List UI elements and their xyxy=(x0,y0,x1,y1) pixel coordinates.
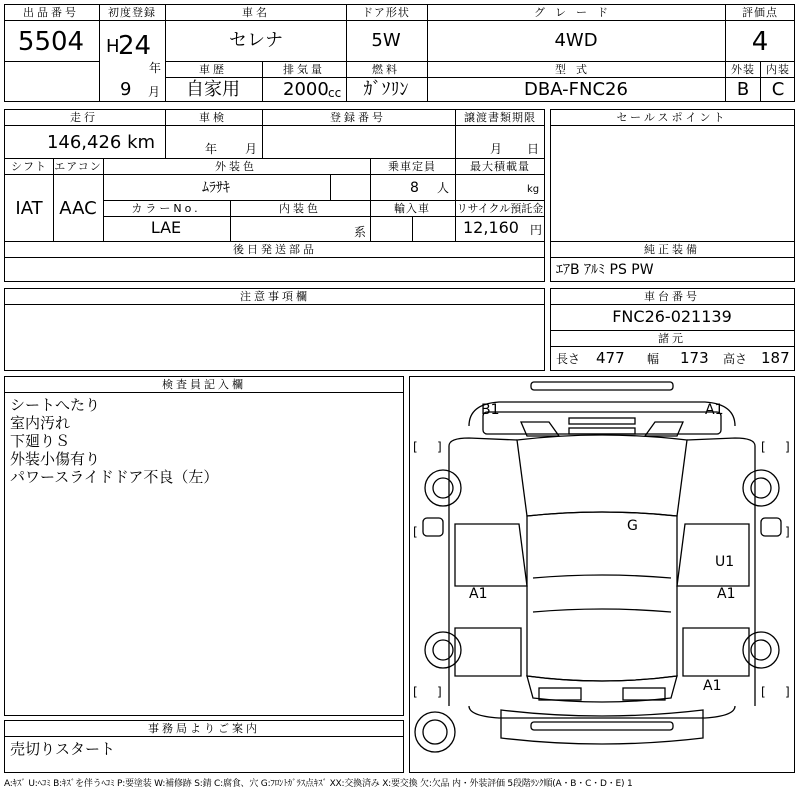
exterior-color-label: 外装色 xyxy=(215,160,257,173)
svg-text:[: [ xyxy=(413,525,418,539)
exterior-label: 外装 xyxy=(731,63,755,76)
era: H xyxy=(106,36,120,57)
score: 4 xyxy=(751,27,769,57)
equipment-label: 純正装備 xyxy=(644,243,700,256)
displacement-label: 排気量 xyxy=(283,63,325,76)
grade: 4WD xyxy=(554,30,598,51)
length-label: 長さ xyxy=(556,352,581,366)
color-no: LAE xyxy=(150,218,182,237)
svg-text:]: ] xyxy=(785,685,790,699)
inspector-note-5: パワースライドドア不良（左） xyxy=(10,468,219,486)
capacity-label: 乗車定員 xyxy=(388,160,436,173)
mark-b1: B1 xyxy=(481,402,500,418)
car-name: セレナ xyxy=(229,30,283,51)
capacity-unit: 人 xyxy=(437,181,450,195)
svg-text:[: [ xyxy=(413,685,418,699)
first-reg-month: 9 xyxy=(120,79,132,100)
grade-label: グレード xyxy=(534,6,618,19)
transfer-month-unit: 月 xyxy=(490,142,503,156)
interior-color-label: 内装色 xyxy=(279,202,321,215)
transfer-label: 譲渡書類期限 xyxy=(464,111,536,124)
mileage-label: 走行 xyxy=(70,111,98,124)
mileage: 146,426 km xyxy=(46,132,156,153)
inspection-year-unit: 年 xyxy=(205,142,218,156)
car-diagram xyxy=(409,376,795,773)
registration-label: 登録番号 xyxy=(330,111,386,124)
svg-text:[: [ xyxy=(761,440,766,454)
shift: IAT xyxy=(15,198,43,219)
recycle-fee: 12,160 xyxy=(463,218,519,237)
year-unit: 年 xyxy=(149,61,162,75)
car-name-label: 車名 xyxy=(242,6,270,19)
model-code: DBA-FNC26 xyxy=(524,79,628,100)
svg-text:[: [ xyxy=(413,440,418,454)
score-label: 評価点 xyxy=(742,6,778,19)
equipment: ｴｱB ｱﾙﾐ PS PW xyxy=(556,262,654,278)
interior-color-unit: 系 xyxy=(354,225,367,239)
first-reg-year: 24 xyxy=(118,31,152,61)
first-reg-label: 初度登録 xyxy=(108,6,156,19)
history-label: 車歴 xyxy=(199,63,227,76)
mark-g: G xyxy=(627,518,638,534)
later-parts-label: 後日発送部品 xyxy=(233,243,317,256)
aircon: AAC xyxy=(59,198,97,219)
shift-label: シフト xyxy=(11,160,47,173)
svg-text:]: ] xyxy=(437,685,442,699)
svg-text:]: ] xyxy=(785,440,790,454)
height: 187 xyxy=(761,349,790,367)
mark-a1-left: A1 xyxy=(469,586,488,602)
length: 477 xyxy=(596,349,625,367)
interior-grade: C xyxy=(771,79,785,100)
inspector-label: 検査員記入欄 xyxy=(162,378,246,391)
svg-text:[: [ xyxy=(761,685,766,699)
dimensions-label: 諸元 xyxy=(658,332,686,345)
inspector-note-4: 外装小傷有り xyxy=(10,450,101,468)
chassis-label: 車台番号 xyxy=(644,290,700,303)
fuel-label: 燃料 xyxy=(372,63,400,76)
exterior-grade: B xyxy=(736,79,750,100)
door-label: ドア形状 xyxy=(362,6,410,19)
interior-label: 内装 xyxy=(766,63,790,76)
inspection-label: 車検 xyxy=(199,111,227,124)
capacity: 8 xyxy=(410,180,419,196)
caution-label: 注意事項欄 xyxy=(240,290,310,303)
lot-number: 5504 xyxy=(17,27,85,57)
sales-point-label: セールスポイント xyxy=(616,111,728,124)
fuel: ｶﾞｿﾘﾝ xyxy=(363,79,409,100)
inspection-month-unit: 月 xyxy=(245,142,258,156)
height-label: 高さ xyxy=(723,352,748,366)
inspector-note-1: シートへたり xyxy=(10,396,101,414)
door-type: 5W xyxy=(371,30,401,51)
office-label: 事務局よりご案内 xyxy=(148,722,260,735)
mark-u1: U1 xyxy=(715,554,735,570)
width-label: 幅 xyxy=(647,352,660,366)
chassis-number: FNC26-021139 xyxy=(612,307,732,326)
month-unit: 月 xyxy=(148,85,161,99)
color-no-label: カラーNo. xyxy=(131,202,201,215)
recycle-label: リサイクル預託金 xyxy=(456,202,544,215)
mark-a1-right: A1 xyxy=(717,586,736,602)
aircon-label: エアコン xyxy=(54,160,102,173)
exterior-color: ﾑﾗｻｷ xyxy=(202,180,230,196)
lot-label: 出品番号 xyxy=(23,6,79,19)
mark-a1-front: A1 xyxy=(705,402,724,418)
displacement-unit: cc xyxy=(328,86,342,100)
history: 自家用 xyxy=(186,79,240,100)
model-label: 型式 xyxy=(555,63,597,76)
load-unit: kg xyxy=(527,184,540,195)
import-label: 輸入車 xyxy=(394,202,430,215)
svg-text:]: ] xyxy=(785,525,790,539)
transfer-day-unit: 日 xyxy=(527,142,540,156)
legend: A:ｷｽﾞ U:ﾍｺﾐ B:ｷｽﾞを伴うﾍｺﾐ P:要塗装 W:補修跡 S:錆 C:腐食、穴 G:ﾌﾛﾝﾄｶﾞﾗｽ点ｷｽﾞ XX:交換済み X:要交換 欠:欠品 内・外装評価 5段階ﾗﾝｸ順(A・B・C・D・E) 1 xyxy=(4,779,633,789)
inspector-note-2: 室内汚れ xyxy=(10,414,71,432)
width: 173 xyxy=(680,349,709,367)
recycle-unit: 円 xyxy=(530,223,543,237)
displacement: 2000 xyxy=(283,79,329,100)
load-label: 最大積載量 xyxy=(470,160,530,173)
mark-a1-rear: A1 xyxy=(703,678,722,694)
office-text: 売切りスタート xyxy=(10,740,116,758)
svg-text:]: ] xyxy=(437,440,442,454)
inspector-note-3: 下廻りＳ xyxy=(10,432,71,450)
